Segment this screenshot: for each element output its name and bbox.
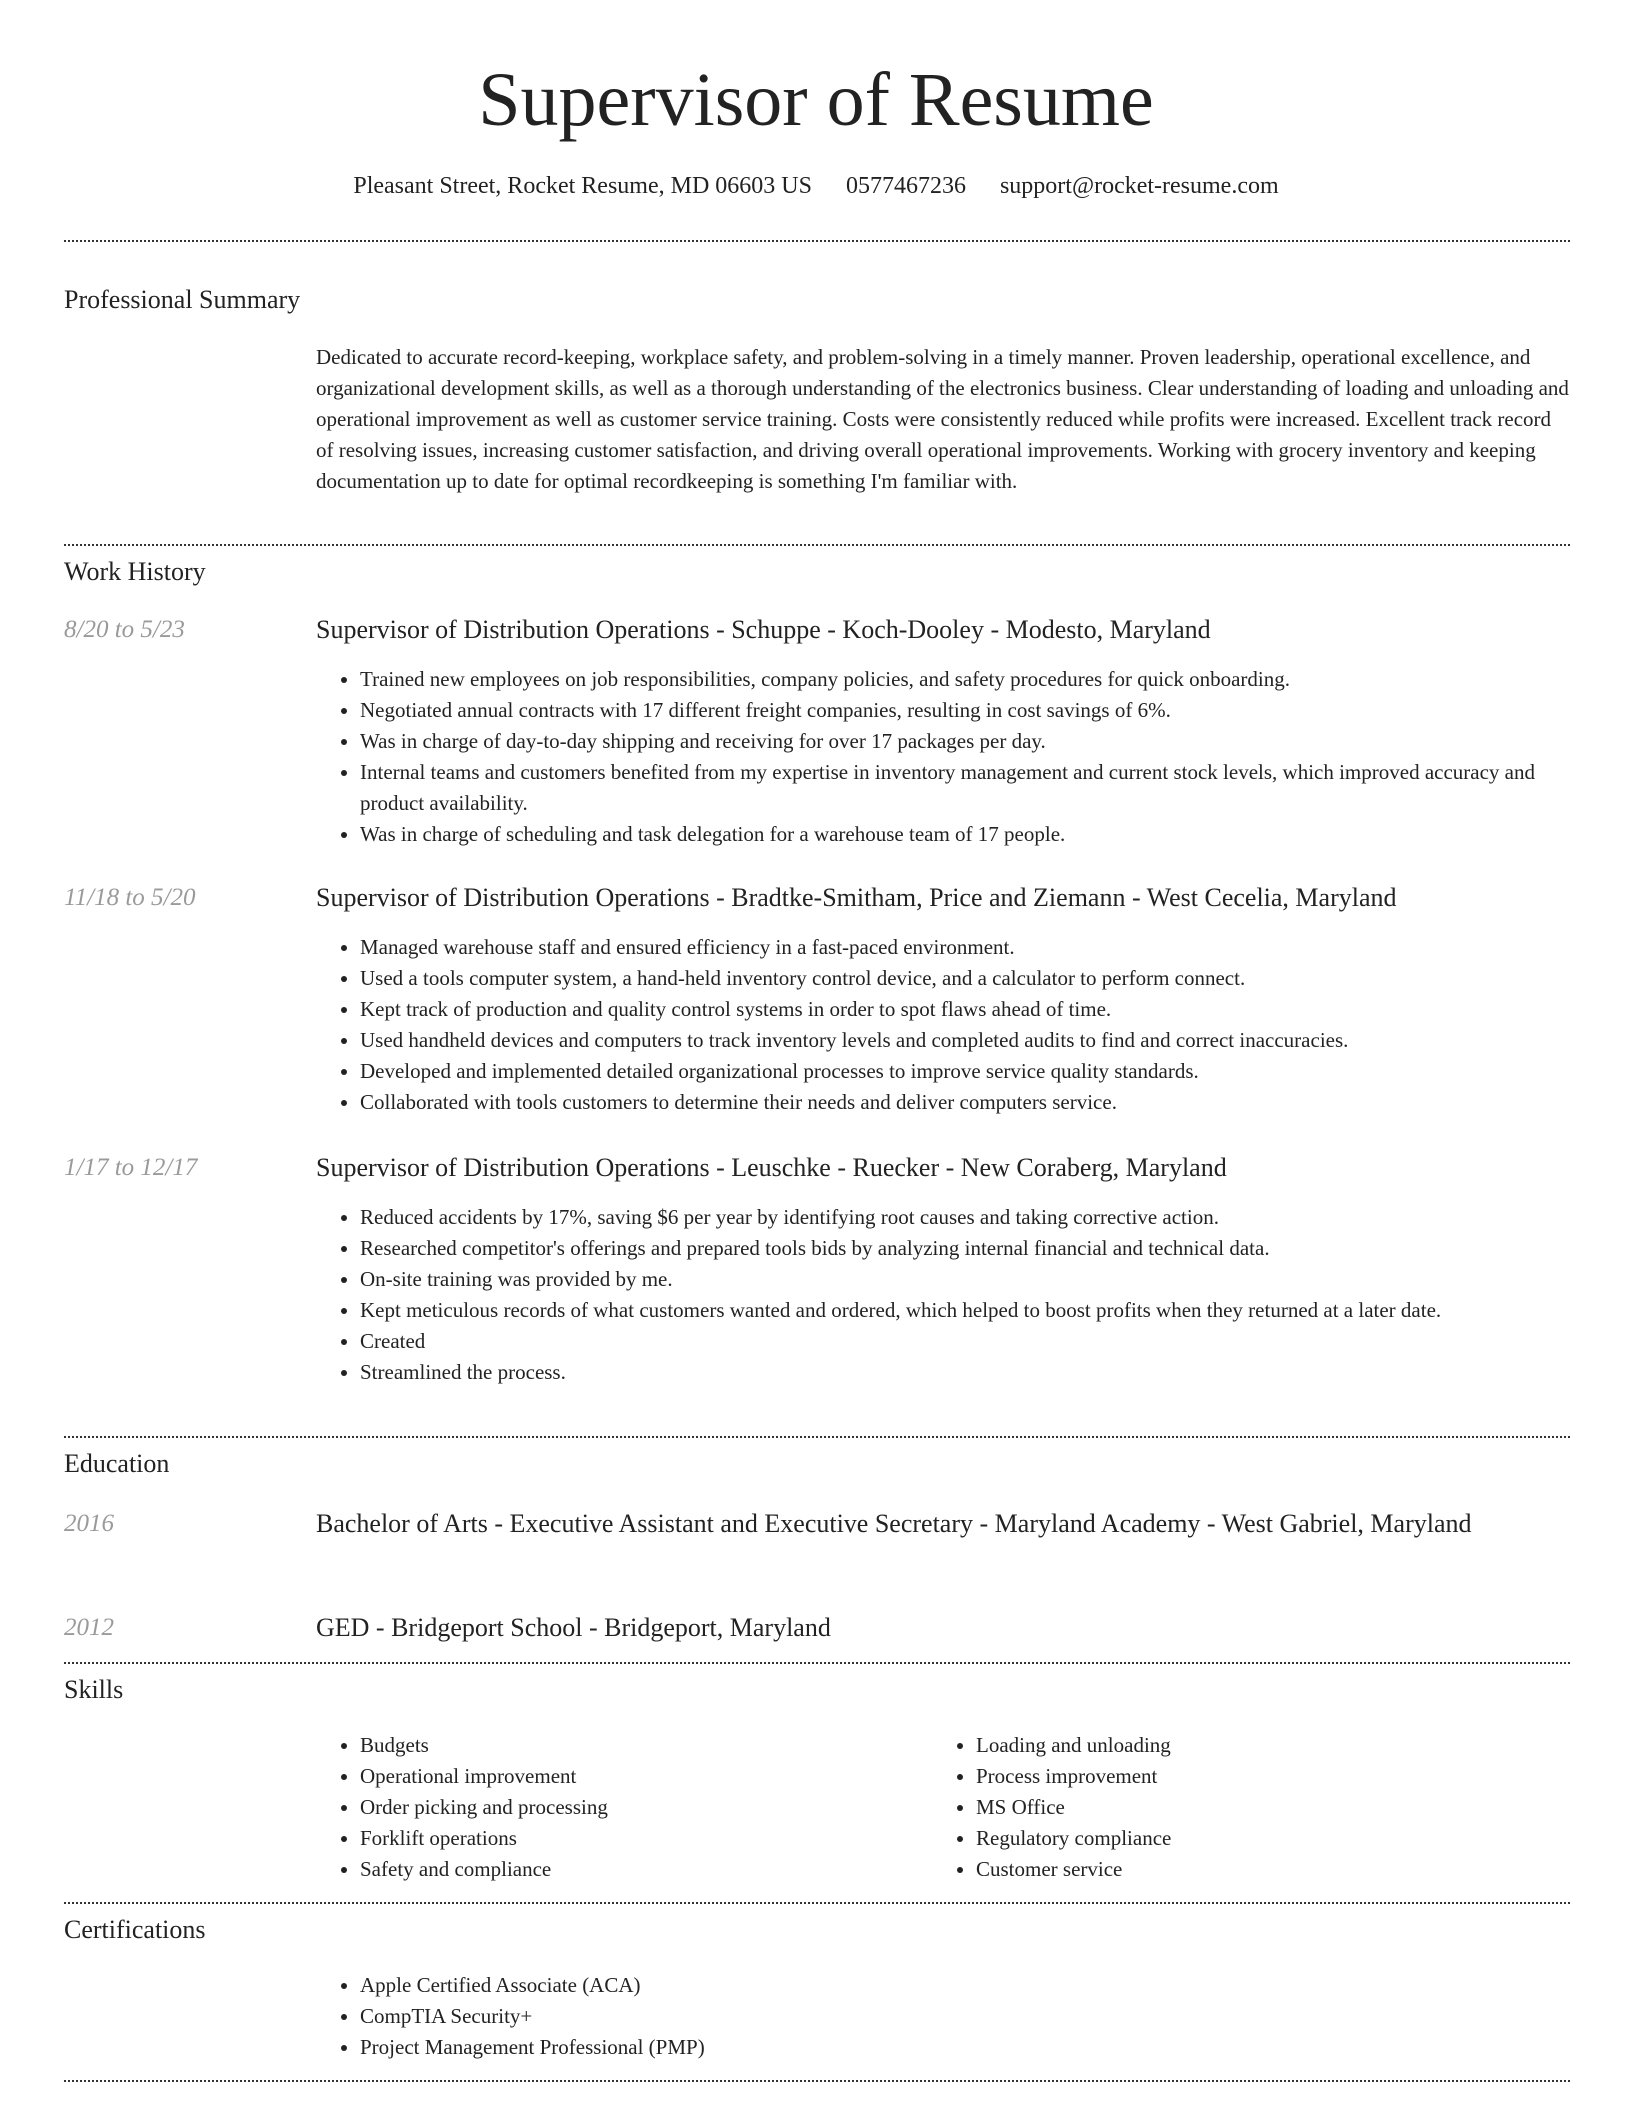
contact-address: Pleasant Street, Rocket Resume, MD 06603 US [353, 173, 812, 199]
skills-list-left [316, 1730, 920, 1885]
skill-item: • Budgets [360, 1730, 920, 1761]
job-bullet: • Collaborated with tools customers to determine their needs and deliver computers service. [360, 1087, 1572, 1118]
skills-list-right [932, 1730, 1576, 1885]
certifications-heading: Certifications [64, 1915, 206, 1944]
summary-heading: Professional Summary [64, 285, 301, 314]
skill-item: • MS Office [976, 1792, 1576, 1823]
job-bullets [316, 1202, 1572, 1388]
job-dates: 8/20 to 5/23 [64, 616, 185, 643]
education-heading: Education [64, 1449, 170, 1478]
contact-phone: 0577467236 [845, 173, 966, 199]
skill-item: • Customer service [976, 1854, 1576, 1885]
skill-item: • Safety and compliance [360, 1854, 920, 1885]
job-bullet: • Managed warehouse staff and ensured efficiency in a fast-paced environment. [360, 932, 1572, 963]
section-divider [64, 1662, 1570, 1664]
job-bullet: • On-site training was provided by me. [360, 1264, 1572, 1295]
certification-item: • Apple Certified Associate (ACA) [360, 1970, 1360, 2001]
certification-item: • Project Management Professional (PMP) [360, 2032, 1360, 2063]
job-bullets [316, 664, 1572, 850]
job-bullet: • Kept track of production and quality control systems in order to spot flaws ahead of time. [360, 994, 1572, 1025]
education-entry: GED - Bridgeport School - Bridgeport, Maryland [316, 1613, 831, 1642]
job-bullet: • Used a tools computer system, a hand-held inventory control device, and a calculator to perform connect. [360, 963, 1572, 994]
section-divider [64, 544, 1570, 546]
skill-item: • Loading and unloading [976, 1730, 1576, 1761]
skill-item: • Process improvement [976, 1761, 1576, 1792]
job-title: Supervisor of Distribution Operations - Leuschke - Ruecker - New Coraberg, Maryland [316, 1153, 1227, 1182]
job-title: Supervisor of Distribution Operations - Bradtke-Smitham, Price and Ziemann - West Cecelia, Maryland [316, 883, 1397, 912]
job-bullet: • Used handheld devices and computers to track inventory levels and completed audits to find and correct inaccuracies. [360, 1025, 1572, 1056]
section-divider [64, 240, 1570, 242]
skill-item: • Forklift operations [360, 1823, 920, 1854]
skill-item: • Order picking and processing [360, 1792, 920, 1823]
skill-item: • Regulatory compliance [976, 1823, 1576, 1854]
certifications-list [316, 1970, 1360, 2063]
skill-item: • Operational improvement [360, 1761, 920, 1792]
certification-item: • CompTIA Security+ [360, 2001, 1360, 2032]
job-bullet: • Streamlined the process. [360, 1357, 1572, 1388]
work-history-heading: Work History [64, 557, 206, 586]
education-year: 2016 [64, 1510, 114, 1537]
job-bullet: • Internal teams and customers benefited from my expertise in inventory management and current stock levels, which improved accuracy and product availability. [360, 757, 1572, 819]
education-entry: Bachelor of Arts - Executive Assistant and Executive Secretary - Maryland Academy - West Gabriel, Maryland [316, 1509, 1472, 1538]
skills-heading: Skills [64, 1675, 124, 1704]
job-bullet: • Trained new employees on job responsibilities, company policies, and safety procedures for quick onboarding. [360, 664, 1572, 695]
job-bullet: • Was in charge of scheduling and task delegation for a warehouse team of 17 people. [360, 819, 1572, 850]
contact-email: support@rocket-resume.com [999, 173, 1279, 199]
job-bullet: • Kept meticulous records of what customers wanted and ordered, which helped to boost profits when they returned at a later date. [360, 1295, 1572, 1326]
resume-name: Supervisor of Resume [478, 58, 1154, 142]
job-dates: 11/18 to 5/20 [64, 884, 196, 911]
job-bullet: • Reduced accidents by 17%, saving $6 per year by identifying root causes and taking corrective action. [360, 1202, 1572, 1233]
job-bullets [316, 932, 1572, 1118]
job-title: Supervisor of Distribution Operations - Schuppe - Koch-Dooley - Modesto, Maryland [316, 615, 1211, 644]
section-divider [64, 2080, 1570, 2082]
job-bullet: • Researched competitor's offerings and prepared tools bids by analyzing internal financial and technical data. [360, 1233, 1572, 1264]
education-year: 2012 [64, 1614, 114, 1641]
job-dates: 1/17 to 12/17 [64, 1154, 198, 1181]
job-bullet: • Was in charge of day-to-day shipping and receiving for over 17 packages per day. [360, 726, 1572, 757]
job-bullet: • Created [360, 1326, 1572, 1357]
summary-text: Dedicated to accurate record-keeping, workplace safety, and problem-solving in a timely manner. Proven leadership, operational excellence, and organizational development skills, as well as a thorough understanding of the electronics business. Clear understanding of loading and unloading and operational improvement as well as customer service training. Costs were consistently reduced while profits were increased. Excellent track record of resolving issues, increasing customer satisfaction, and driving overall operational improvements. Working with grocery inventory and keeping documentation up to date for optimal recordkeeping is something I'm familiar with. [316, 345, 1569, 493]
contact-line [0, 168, 1632, 204]
section-divider [64, 1902, 1570, 1904]
job-bullet: • Negotiated annual contracts with 17 different freight companies, resulting in cost savings of 6%. [360, 695, 1572, 726]
section-divider [64, 1436, 1570, 1438]
job-bullet: • Developed and implemented detailed organizational processes to improve service quality standards. [360, 1056, 1572, 1087]
